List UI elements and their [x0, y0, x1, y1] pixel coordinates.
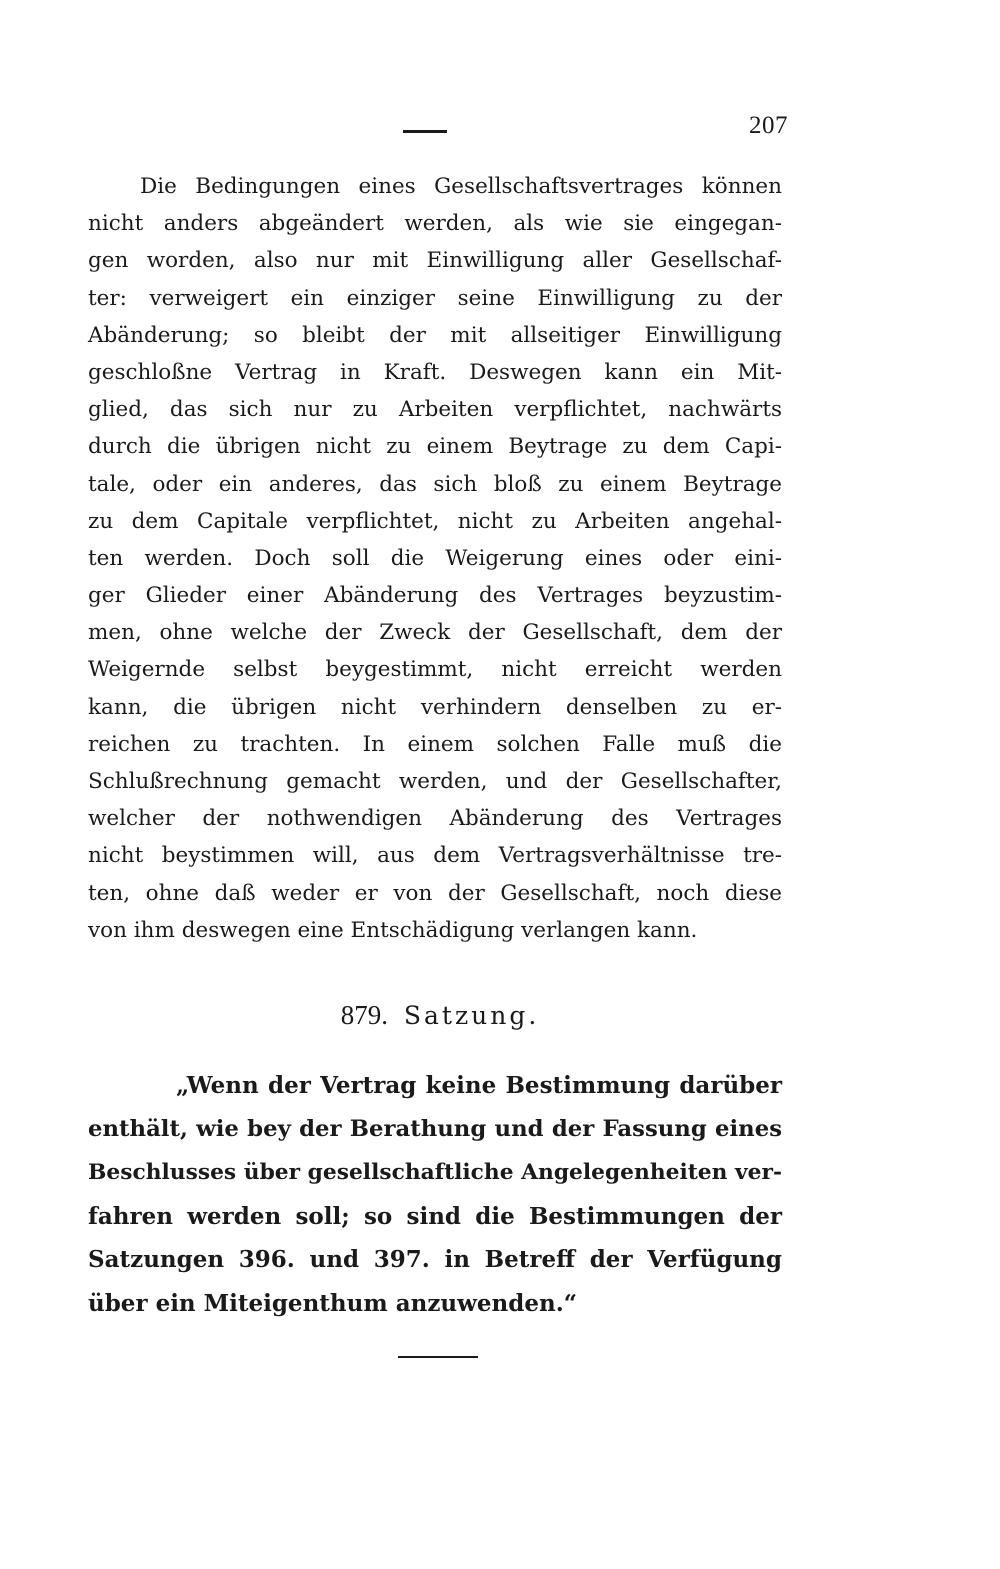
text-line: fahren werden soll; so sind die Bestimmungen der — [88, 1202, 782, 1230]
paragraph-2-quote — [88, 1064, 782, 1325]
text-line: ten, ohne daß weder er von der Gesellschaft, noch diese — [88, 880, 782, 906]
text-line: enthält, wie bey der Berathung und der Fassung eines — [88, 1115, 782, 1142]
text-line: tale, oder ein anderes, das sich bloß zu einem Beytrage — [88, 471, 782, 497]
text-line: zu dem Capitale verpflichtet, nicht zu Arbeiten angehal- — [88, 508, 782, 534]
text-line: Satzungen 396. und 397. in Betreff der Verfügung — [88, 1246, 782, 1273]
text-line: „Wenn der Vertrag keine Bestimmung darüber — [176, 1072, 782, 1099]
text-line: nicht beystimmen will, aus dem Vertragsverhältnisse tre- — [88, 843, 782, 869]
text-line: glied, das sich nur zu Arbeiten verpflichtet, nachwärts — [88, 397, 782, 423]
text-line: gen worden, also nur mit Einwilligung aller Gesellschaf- — [88, 248, 782, 274]
section-title: Satzung. — [403, 1001, 540, 1030]
page-number: 207 — [749, 112, 788, 139]
section-heading — [0, 1000, 880, 1031]
text-line: über ein Miteigenthum anzuwenden.“ — [88, 1289, 577, 1317]
text-line: Weigernde selbst beygestimmt, nicht erreicht werden — [88, 657, 782, 683]
text-line: kann, die übrigen nicht verhindern denselben zu er- — [88, 694, 782, 720]
text-line: Die Bedingungen eines Gesellschaftsvertrages können — [140, 174, 782, 199]
text-line: Beschlusses über gesellschaftliche Angelegenheiten ver- — [88, 1160, 782, 1185]
text-line: nicht anders abgeändert werden, als wie sie eingegan- — [88, 211, 782, 237]
header-rule — [403, 130, 447, 133]
text-line: ten werden. Doch soll die Weigerung eines oder eini- — [88, 545, 782, 571]
text-line: Schlußrechnung gemacht werden, und der Gesellschafter, — [88, 769, 782, 794]
text-line: geschloßne Vertrag in Kraft. Deswegen kann ein Mit- — [88, 359, 782, 385]
text-line: durch die übrigen nicht zu einem Beytrage zu dem Capi- — [88, 434, 782, 460]
text-line: ter: verweigert ein einziger seine Einwilligung zu der — [88, 285, 782, 311]
text-line: von ihm deswegen eine Entschädigung verlangen kann. — [88, 917, 698, 943]
text-line: Abänderung; so bleibt der mit allseitiger Einwilligung — [88, 322, 782, 348]
text-line: reichen zu trachten. In einem solchen Falle muß die — [88, 731, 782, 757]
section-number: 879. — [340, 1000, 388, 1030]
paragraph-1 — [88, 168, 782, 949]
text-line: welcher der nothwendigen Abänderung des Vertrages — [88, 806, 782, 832]
text-line: ger Glieder einer Abänderung des Vertrages beyzustim- — [88, 583, 782, 609]
text-line: men, ohne welche der Zweck der Gesellschaft, dem der — [88, 620, 782, 646]
footer-rule — [398, 1356, 478, 1358]
